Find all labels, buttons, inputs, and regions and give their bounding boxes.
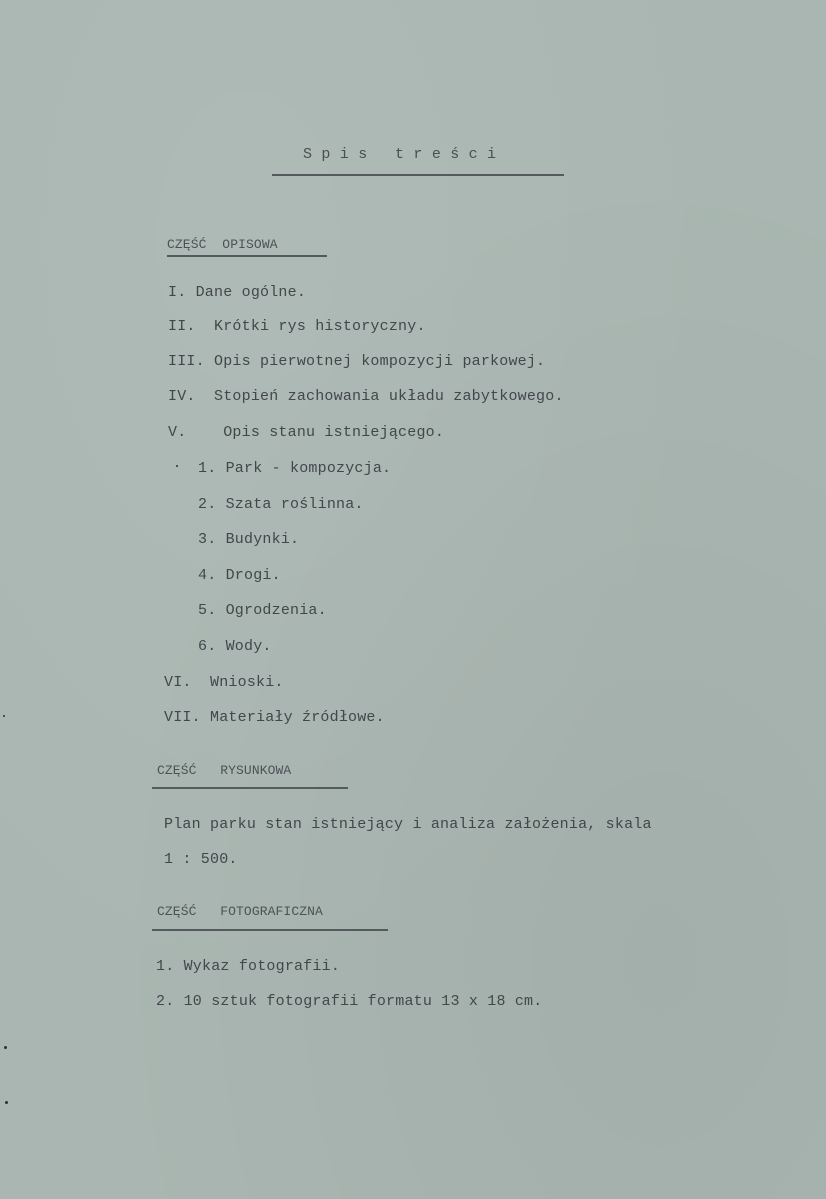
toc-subitem-3: 3. Budynki.: [198, 531, 300, 548]
section-underline-descriptive: [167, 255, 327, 257]
toc-item-1: I. Dane ogólne.: [168, 284, 307, 301]
toc-item-7: VII. Materiały źródłowe.: [164, 709, 385, 726]
toc-subitem-6: 6. Wody.: [198, 638, 272, 655]
section-heading-descriptive: CZĘŚĆ OPISOWA: [167, 237, 278, 252]
title-underline: [272, 174, 564, 176]
toc-item-6: VI. Wnioski.: [164, 674, 284, 691]
toc-subitem-1: 1. Park - kompozycja.: [198, 460, 392, 477]
section-underline-drawings: [152, 787, 348, 789]
photo-item-1: 1. Wykaz fotografii.: [156, 958, 341, 975]
toc-item-5: V. Opis stanu istniejącego.: [168, 424, 445, 441]
toc-item-4: IV. Stopień zachowania układu zabytkowego.: [168, 388, 564, 405]
section-heading-drawings: CZĘŚĆ RYSUNKOWA: [157, 763, 292, 778]
section-heading-photographic: CZĘŚĆ FOTOGRAFICZNA: [157, 904, 323, 919]
paper-speck: [5, 1101, 8, 1104]
page-title: S p i s t r e ś c i: [303, 146, 497, 163]
paper-speck: [176, 465, 178, 467]
paper-speck: [3, 715, 5, 717]
toc-item-2: II. Krótki rys historyczny.: [168, 318, 426, 335]
paper-speck: [4, 1046, 7, 1049]
toc-subitem-4: 4. Drogi.: [198, 567, 281, 584]
section-underline-photographic: [152, 929, 388, 931]
toc-item-3: III. Opis pierwotnej kompozycji parkowej.: [168, 353, 546, 370]
drawings-line-2: 1 : 500.: [164, 851, 238, 868]
photo-item-2: 2. 10 sztuk fotografii formatu 13 x 18 cm.: [156, 993, 543, 1010]
drawings-line-1: Plan parku stan istniejący i analiza założenia, skala: [164, 816, 652, 833]
toc-subitem-2: 2. Szata roślinna.: [198, 496, 364, 513]
toc-subitem-5: 5. Ogrodzenia.: [198, 602, 327, 619]
